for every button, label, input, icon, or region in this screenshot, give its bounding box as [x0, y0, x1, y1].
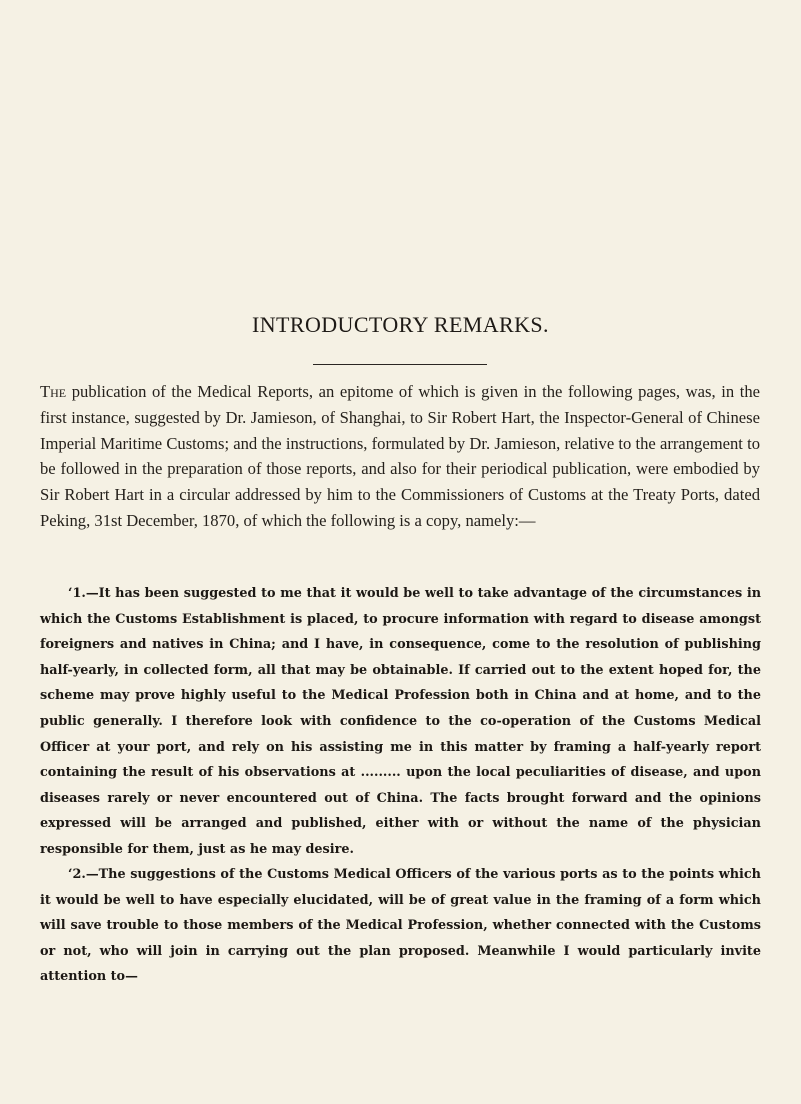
quoted-paragraph-1: ‘1.—It has been suggested to me that it would be well to take advantage of the circumstances in which the Customs Establishment is placed, to procure information with regard to disease amongst foreigners and natives in China; and I have, in consequence, come to the resolution of publishing half-yearly, in collected form, all that may be obtainable. If carried out to the extent hoped for, the scheme may prove highly useful to the Medical Profession both in China and at home, and to the public generally. I therefore look with confidence to the co-operation of the Customs Medical Officer at your port, and rely on his assisting me in this matter by framing a half-yearly report containing the result of his observations at ......... upon the local peculiarities of disease, and upon diseases rarely or never encountered out of China. The facts brought forward and the opinions expressed will be arranged and published, either with or without the name of the physician responsible for them, just as he may desire.: [40, 586, 761, 857]
intro-paragraph: [40, 379, 760, 534]
page-title: INTRODUCTORY REMARKS.: [252, 312, 549, 337]
quoted-paragraph-2: ‘2.—The suggestions of the Customs Medical Officers of the various ports as to the points which it would be well to have especially elucidated, will be of great value in the framing of a form which will save trouble to those members of the Medical Profession, whether connected with the Customs or not, who will join in carrying out the plan proposed. Meanwhile I would particularly invite attention to—: [40, 867, 761, 985]
title-divider: [313, 364, 487, 365]
intro-text: publication of the Medical Reports, an epitome of which is given in the following pages, was, in the first instance, suggested by Dr. Jamieson, of Shanghai, to Sir Robert Hart, the Inspector-General of Chinese Imperial Maritime Customs; and the instructions, formulated by Dr. Jamieson, relative to the arrangement to be followed in the preparation of those reports, and also for their periodical publication, were embodied by Sir Robert Hart in a circular addressed by him to the Commissioners of Customs at the Treaty Ports, dated Peking, 31st December, 1870, of which the following is a copy, namely:—: [40, 382, 760, 530]
intro-first-word: The: [40, 382, 67, 401]
